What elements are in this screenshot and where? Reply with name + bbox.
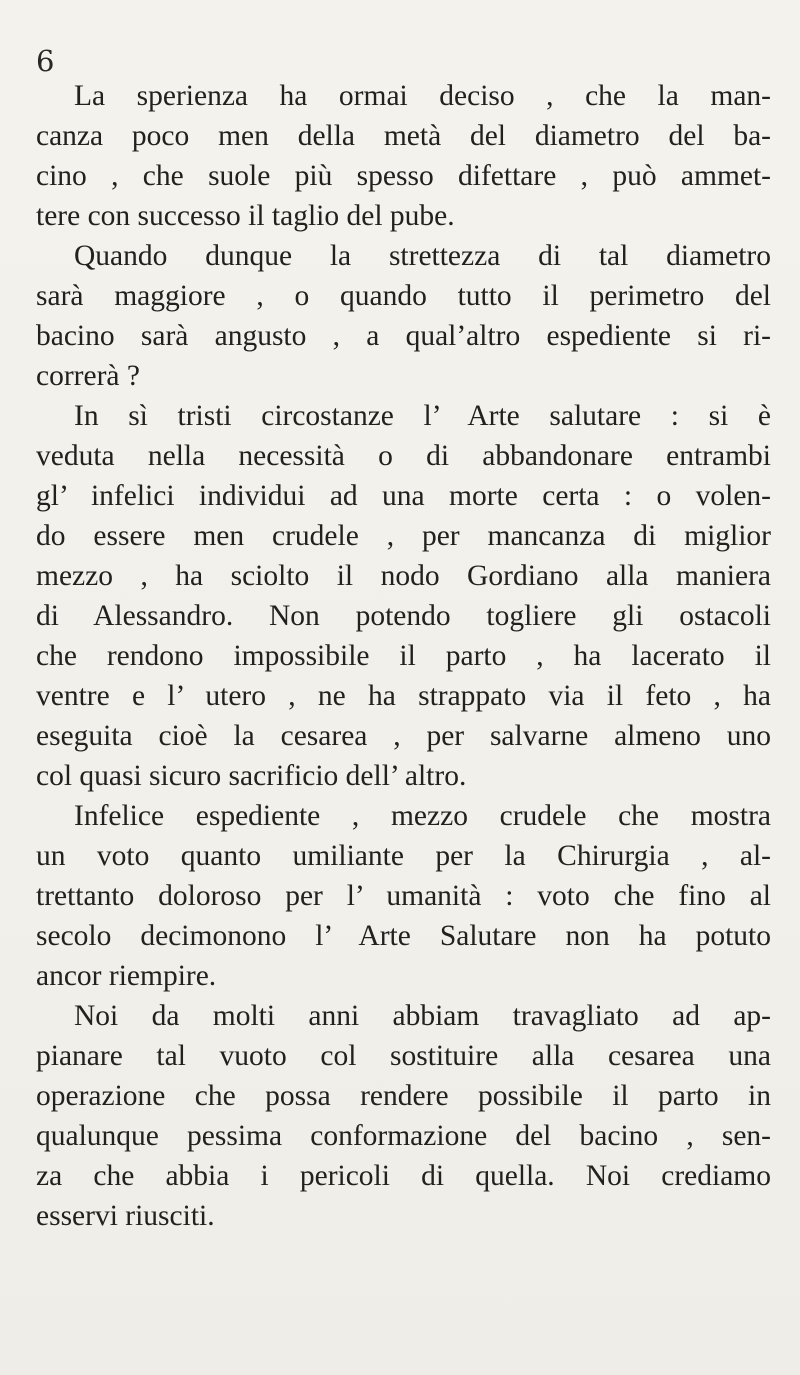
text-line: tere con successo il taglio del pube. <box>36 200 455 232</box>
text-line: In sì tristi circostanze l’ Arte salutare : si è <box>74 400 771 432</box>
text-line: La sperienza ha ormai deciso , che la man- <box>74 80 771 112</box>
text-line: pianare tal vuoto col sostituire alla cesarea una <box>36 1040 771 1072</box>
body-text <box>36 76 771 1236</box>
text-line: col quasi sicuro sacrificio dell’ altro. <box>36 760 467 792</box>
text-line: gl’ infelici individui ad una morte certa : o volen- <box>36 480 771 512</box>
text-line: ancor riempire. <box>36 960 217 992</box>
text-line: bacino sarà angusto , a qual’altro espediente si ri- <box>36 320 771 352</box>
text-line: correrà ? <box>36 360 140 392</box>
text-line: qualunque pessima conformazione del bacino , sen- <box>36 1120 771 1152</box>
text-line: operazione che possa rendere possibile il parto in <box>36 1080 771 1112</box>
text-line: do essere men crudele , per mancanza di miglior <box>36 520 771 552</box>
text-line: che rendono impossibile il parto , ha lacerato il <box>36 640 771 672</box>
text-line: canza poco men della metà del diametro del ba- <box>36 120 771 152</box>
text-line: secolo decimonono l’ Arte Salutare non ha potuto <box>36 920 771 952</box>
text-line: esservi riusciti. <box>36 1200 215 1232</box>
text-line: Infelice espediente , mezzo crudele che mostra <box>74 800 771 832</box>
text-line: veduta nella necessità o di abbandonare entrambi <box>36 440 771 472</box>
text-line: mezzo , ha sciolto il nodo Gordiano alla maniera <box>36 560 771 592</box>
text-line: Quando dunque la strettezza di tal diametro <box>74 240 771 272</box>
text-line: eseguita cioè la cesarea , per salvarne almeno uno <box>36 720 771 752</box>
text-line: un voto quanto umiliante per la Chirurgia , al- <box>36 840 771 872</box>
text-line: Noi da molti anni abbiam travagliato ad ap- <box>74 1000 771 1032</box>
text-line: trettanto doloroso per l’ umanità : voto che fino al <box>36 880 771 912</box>
text-line: ventre e l’ utero , ne ha strappato via il feto , ha <box>36 680 771 712</box>
text-line: za che abbia i pericoli di quella. Noi crediamo <box>36 1160 771 1192</box>
page-number: 6 <box>36 44 55 78</box>
text-line: sarà maggiore , o quando tutto il perimetro del <box>36 280 771 312</box>
text-line: cino , che suole più spesso difettare , può ammet- <box>36 160 771 192</box>
text-line: di Alessandro. Non potendo togliere gli ostacoli <box>36 600 771 632</box>
